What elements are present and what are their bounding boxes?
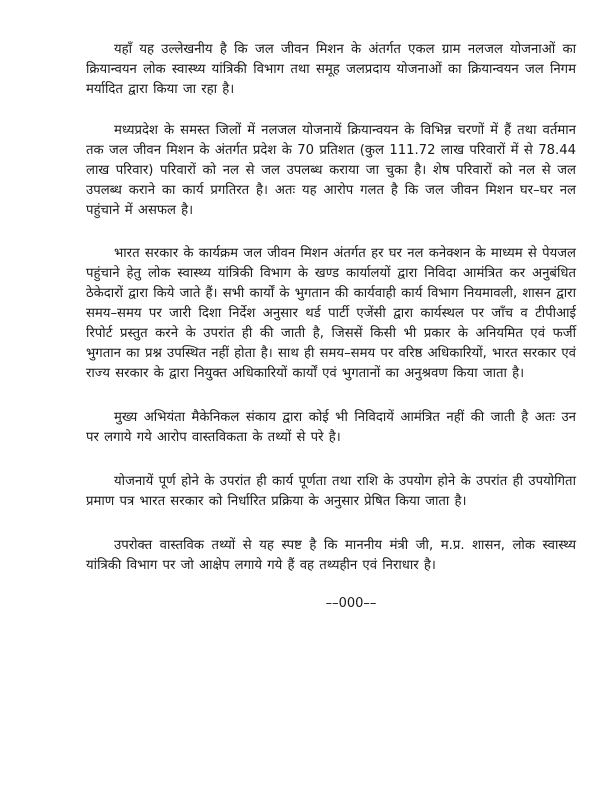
paragraph-conclusion: उपरोक्त वास्तविक तथ्यों से यह स्पष्ट है कि माननीय मंत्री जी, म.प्र. शासन, लोक स्वास्थ्य यांत्रिकी विभाग पर जो आक्षेप लगाये गये हैं वह तथ्यहीन एवं निराधार है। [86, 538, 576, 573]
paragraph-coverage-status: मध्यप्रदेश के समस्त जिलों में नलजल योजनायें क्रियान्वयन के विभिन्न चरणों में हैं तथा वर्तमान तक जल जीवन मिशन के अंतर्गत प्रदेश के 70 प्रतिशत (कुल 111.72 लाख परिवारों में से 78.44 लाख परिवार) परिवारों को नल से जल उपलब्ध कराया जा चुका है। शेष परिवारों को नल से जल उपलब्ध कराने का कार्य प्रगतिरत है। अतः यह आरोप गलत है कि जल जीवन मिशन घर–घर नल पहुंचाने में असफल है। [86, 123, 576, 218]
paragraph-chief-engineer: मुख्य अभियंता मैकेनिकल संकाय द्वारा कोई भी निविदायें आमंत्रित नहीं की जाती है अतः उन पर लगाये गये आरोप वास्तविकता के तथ्यों से परे है। [86, 410, 576, 445]
closing-mark: ––000–– [325, 596, 377, 611]
paragraph-payment-process: भारत सरकार के कार्यक्रम जल जीवन मिशन अंतर्गत हर घर नल कनेक्शन के माध्यम से पेयजल पहुंचाने हेतु लोक स्वास्थ्य यांत्रिकी विभाग के खण्ड कार्यालयों द्वारा निविदा आमंत्रित कर अनुबंधित ठेकेदारों द्वारा किये जाते हैं। सभी कार्यों के भुगतान की कार्यवाही कार्य विभाग नियमावली, शासन द्वारा समय–समय पर जारी दिशा निर्देश अनुसार थर्ड पार्टी एजेंसी द्वारा कार्यस्थल पर जाँच व टीपीआई रिपोर्ट प्रस्तुत करने के उपरांत ही की जाती है, जिससें किसी भी प्रकार के अनियमित एवं फर्जी भुगतान का प्रश्न उपस्थित नहीं होता है। साथ ही समय–समय पर वरिष्ठ अधिकारियों, भारत सरकार एवं राज्य सरकार के द्वारा नियुक्त अधिकारियों कार्यों एवं भुगतानों का अनुश्रवण किया जाता है। [86, 246, 576, 381]
paragraph-implementation-agencies: यहाँ यह उल्लेखनीय है कि जल जीवन मिशन के अंतर्गत एकल ग्राम नलजल योजनाओं का क्रियान्वयन लोक स्वास्थ्य यांत्रिकी विभाग तथा समूह जलप्रदाय योजनाओं का क्रियान्वयन जल निगम मर्यादित द्वारा किया जा रहा है। [86, 42, 576, 97]
paragraph-utilization-certificate: योजनायें पूर्ण होने के उपरांत ही कार्य पूर्णता तथा राशि के उपयोग होने के उपरांत ही उपयोगिता प्रमाण पत्र भारत सरकार को निर्धारित प्रक्रिया के अनुसार प्रेषित किया जाता है। [86, 474, 576, 509]
